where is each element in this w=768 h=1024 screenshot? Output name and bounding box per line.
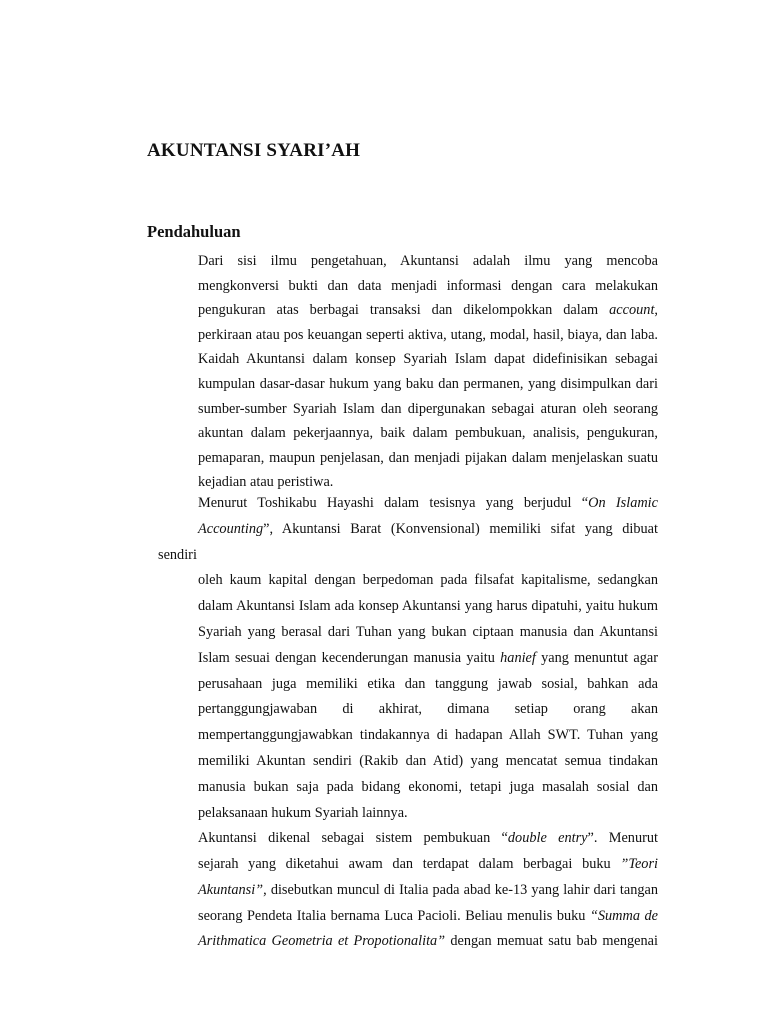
text-line — [158, 852, 658, 878]
text-span: Menurut Toshikabu Hayashi dalam tesisnya yang berjudul “ — [198, 494, 589, 511]
text-line — [158, 421, 658, 446]
italic-term: Accounting — [198, 520, 264, 537]
text-span: perusahaan juga memiliki etika dan tanggung jawab sosial, bahkan ada — [198, 675, 658, 692]
text-line — [158, 446, 658, 471]
document-title: AKUNTANSI SYARI’AH — [147, 140, 361, 161]
text-line — [158, 517, 658, 569]
text-span: kumpulan dasar-dasar hukum yang baku dan permanen, yang disimpulkan dari — [198, 375, 658, 392]
text-span: , — [654, 302, 658, 319]
text-span: perkiraan atau pos keuangan seperti aktiva, utang, modal, hasil, biaya, dan laba. — [198, 326, 658, 343]
text-span: pertanggungjawaban di akhirat, dimana setiap orang akan — [198, 701, 658, 718]
text-span: ”. Menurut — [587, 830, 658, 847]
text-line — [158, 594, 658, 620]
text-span: Akuntansi dikenal sebagai sistem pembukuan “ — [198, 830, 508, 847]
italic-term: account — [609, 302, 655, 319]
text-span: Dari sisi ilmu pengetahuan, Akuntansi adalah ilmu yang mencoba — [198, 253, 658, 269]
text-span: dengan memuat satu bab mengenai — [445, 933, 658, 950]
text-span: Syariah yang berasal dari Tuhan yang bukan ciptaan manusia dan Akuntansi — [198, 623, 658, 640]
text-line — [158, 878, 658, 904]
text-line — [158, 323, 658, 348]
text-span: pelaksanaan hukum Syariah lainnya. — [198, 804, 408, 821]
text-span: kejadian atau peristiwa. — [198, 474, 334, 491]
text-line — [158, 347, 658, 372]
text-span: , disebutkan muncul di Italia pada abad ke-13 yang lahir dari tangan — [263, 881, 658, 898]
text-line — [158, 274, 658, 299]
text-line — [158, 749, 658, 775]
text-line — [158, 491, 658, 517]
text-line — [158, 672, 658, 698]
text-span: sumber-sumber Syariah Islam dan dipergunakan sebagai aturan oleh seorang — [198, 400, 658, 417]
section-heading: Pendahuluan — [147, 222, 241, 241]
paragraph-2 — [158, 491, 658, 826]
text-line — [158, 904, 658, 930]
italic-term: double entry — [507, 830, 588, 847]
italic-term: Arithmatica Geometria et Propotionalita” — [198, 933, 446, 950]
paragraph-1 — [158, 249, 658, 495]
text-line — [158, 826, 658, 852]
italic-term: hanief — [500, 649, 536, 666]
italic-term: Akuntansi” — [198, 881, 264, 898]
text-line — [158, 723, 658, 749]
text-span: yang menuntut agar — [535, 649, 658, 666]
text-span: pengukuran atas berbagai transaksi dan dikelompokkan dalam — [198, 302, 610, 319]
text-span: seorang Pendeta Italia bernama Luca Pacioli. Beliau menulis buku — [198, 907, 590, 924]
text-line — [158, 568, 658, 594]
text-span: memiliki Akuntan sendiri (Rakib dan Atid) yang mencatat semua tindakan — [198, 752, 658, 769]
text-line — [158, 801, 658, 827]
text-span: Kaidah Akuntansi dalam konsep Syariah Islam dapat didefinisikan sebagai — [198, 351, 658, 368]
text-line — [158, 697, 658, 723]
text-line — [158, 298, 658, 323]
text-line — [158, 249, 658, 274]
text-span: mempertanggungjawabkan tindakannya di hadapan Allah SWT. Tuhan yang — [198, 727, 658, 744]
text-span: pemaparan, maupun penjelasan, dan menjadi pijakan dalam menjelaskan suatu — [198, 449, 658, 466]
text-span: ”, Akuntansi Barat (Konvensional) memiliki sifat yang dibuat sendiri — [158, 520, 658, 563]
italic-term: “Summa de — [589, 907, 658, 924]
text-line — [158, 372, 658, 397]
paragraph-3 — [158, 826, 658, 955]
text-span: dalam Akuntansi Islam ada konsep Akuntansi yang harus dipatuhi, yaitu hukum — [198, 598, 658, 615]
text-span: Islam sesuai dengan kecenderungan manusia yaitu — [198, 649, 501, 666]
text-line — [158, 397, 658, 422]
text-span: sejarah yang diketahui awam dan terdapat dalam berbagai buku — [198, 856, 621, 873]
text-span: akuntan dalam pekerjaannya, baik dalam pembukuan, analisis, pengukuran, — [198, 425, 658, 442]
italic-term: ”Teori — [620, 856, 658, 873]
body-text — [158, 249, 658, 955]
text-span: manusia bukan saja pada bidang ekonomi, tetapi juga masalah sosial dan — [198, 778, 658, 795]
text-line — [158, 620, 658, 646]
text-span: oleh kaum kapital dengan berpedoman pada filsafat kapitalisme, sedangkan — [198, 572, 658, 589]
text-line — [158, 929, 658, 955]
text-line — [158, 646, 658, 672]
text-line — [158, 775, 658, 801]
italic-term: On Islamic — [588, 494, 658, 511]
text-span: mengkonversi bukti dan data menjadi informasi dengan cara melakukan — [198, 277, 658, 294]
